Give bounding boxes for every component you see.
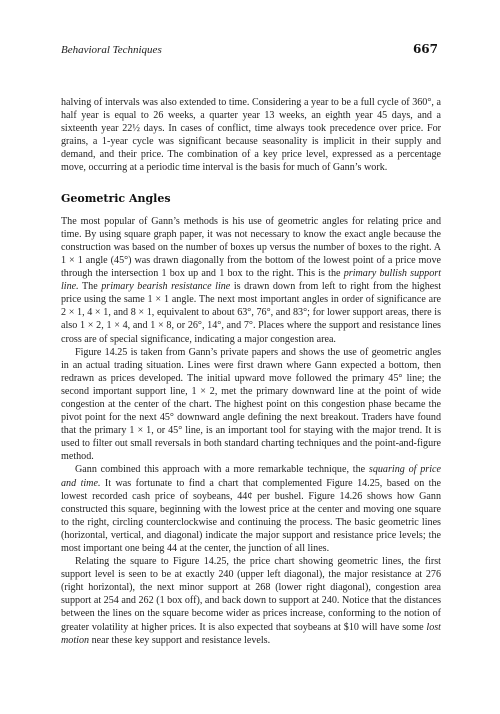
- emphasis-primary-bullish-support-line: primary bullish support line.: [61, 268, 442, 293]
- text-run: near these key support and resistance levels.: [89, 634, 271, 646]
- emphasis-lost-motion: lost motion: [61, 621, 441, 646]
- text-run: The most popular of Gann’s methods is his use of geometric angles for relating price and time. By using square graph paper, it was not necessary to know the exact angle because the construction was based on the number of boxes up versus the number of boxes to the right. A 1 × 1 angle (45°) was drawn diagonally from the bottom of the lowest point of a price move through the intersection 1 box up and 1 box to the right. This is the: [61, 215, 441, 280]
- running-head: Behavioral Techniques: [61, 44, 162, 56]
- paragraph-figure-14-25: Figure 14.25 is taken from Gann’s private papers and shows the use of geometric angles in an actual trading situation. Lines were first drawn where Gann expected a bottom, then redrawn as prices developed. The initial upward move followed the primary 45° line; the second important support line, 1 × 2, met the primary downward line at the point of wide congestion at the center of the chart. The highest point on this congestion phase became the pivot point for the next 45° downward angle defining the next breakout. Traders have found that the primary 1 × 1, or 45° line, is an important tool for staying with the major trend. It is used to filter out small reversals in both standard charting techniques and the point-and-figure method.: [61, 346, 441, 463]
- text-run: is drawn down from left to right from the highest price using the same 1 × 1 angle. The next most important angles in order of significance are 2 × 1, 4 × 1, and 8 × 1, equivalent to about 63°, 76°, and 83°; for lower support areas, there is also 1 × 2, 1 × 4, and 1 × 8, or 26°, 14°, and 7°. Places where the support and resistance lines cross are of special significance, indicating a major congestion area.: [61, 281, 441, 345]
- paragraph-relating-square: [61, 555, 441, 647]
- section-heading: Geometric Angles: [61, 191, 171, 205]
- body-text: [61, 96, 441, 647]
- text-run: The: [78, 281, 102, 293]
- text-run: Relating the square to Figure 14.25, the price chart showing geometric lines, the first support level is seen to be at exactly 240 (upper left diagonal), the major resistance at 276 (right horizontal), the next minor support at 268 (lower right diagonal), congestion area support at 254 and 262 (1 box off), and back down to support at 240. Notice that the distances between the lines on the square become wider as prices increase, conforming to the notion of greater volatility at higher prices. It is also expected that soybeans at $10 will have some: [61, 556, 441, 633]
- text-run: Gann combined this approach with a more remarkable technique, the: [75, 464, 369, 476]
- page-number: 667: [412, 42, 438, 56]
- emphasis-squaring-of-price-and-time: squaring of price and time.: [61, 464, 441, 489]
- intro-paragraph: halving of intervals was also extended to time. Considering a year to be a full cycle of 360°, a half year is equal to 26 weeks, a quarter year 13 weeks, an eighth year 45 days, and a sixteenth year 22½ days. In cases of conflict, time always took precedence over price. For grains, a 1-year cycle was significant because seasonality is implicit in their supply and demand, and their price. The combination of a key price level, expressed as a percentage move, occurring at a periodic time interval is the basis for much of Gann’s work.: [61, 97, 441, 174]
- paragraph-squaring-price-time: [61, 463, 441, 555]
- text-run: It was fortunate to find a chart that complemented Figure 14.25, based on the lowest recorded cash price of soybeans, 44¢ per bushel. Figure 14.26 shows how Gann constructed this square, beginning with the lowest price at the center and moving one square to the right, circling counterclockwise and continuing the process. The basic geometric lines (horizontal, vertical, and diagonal) indicate the major support and resistance price levels; the most important one being 44 at the center, the junction of all lines.: [61, 477, 441, 554]
- paragraph-geometric-angles: [61, 215, 441, 346]
- emphasis-primary-bearish-resistance-line: primary bearish resistance line: [101, 281, 231, 293]
